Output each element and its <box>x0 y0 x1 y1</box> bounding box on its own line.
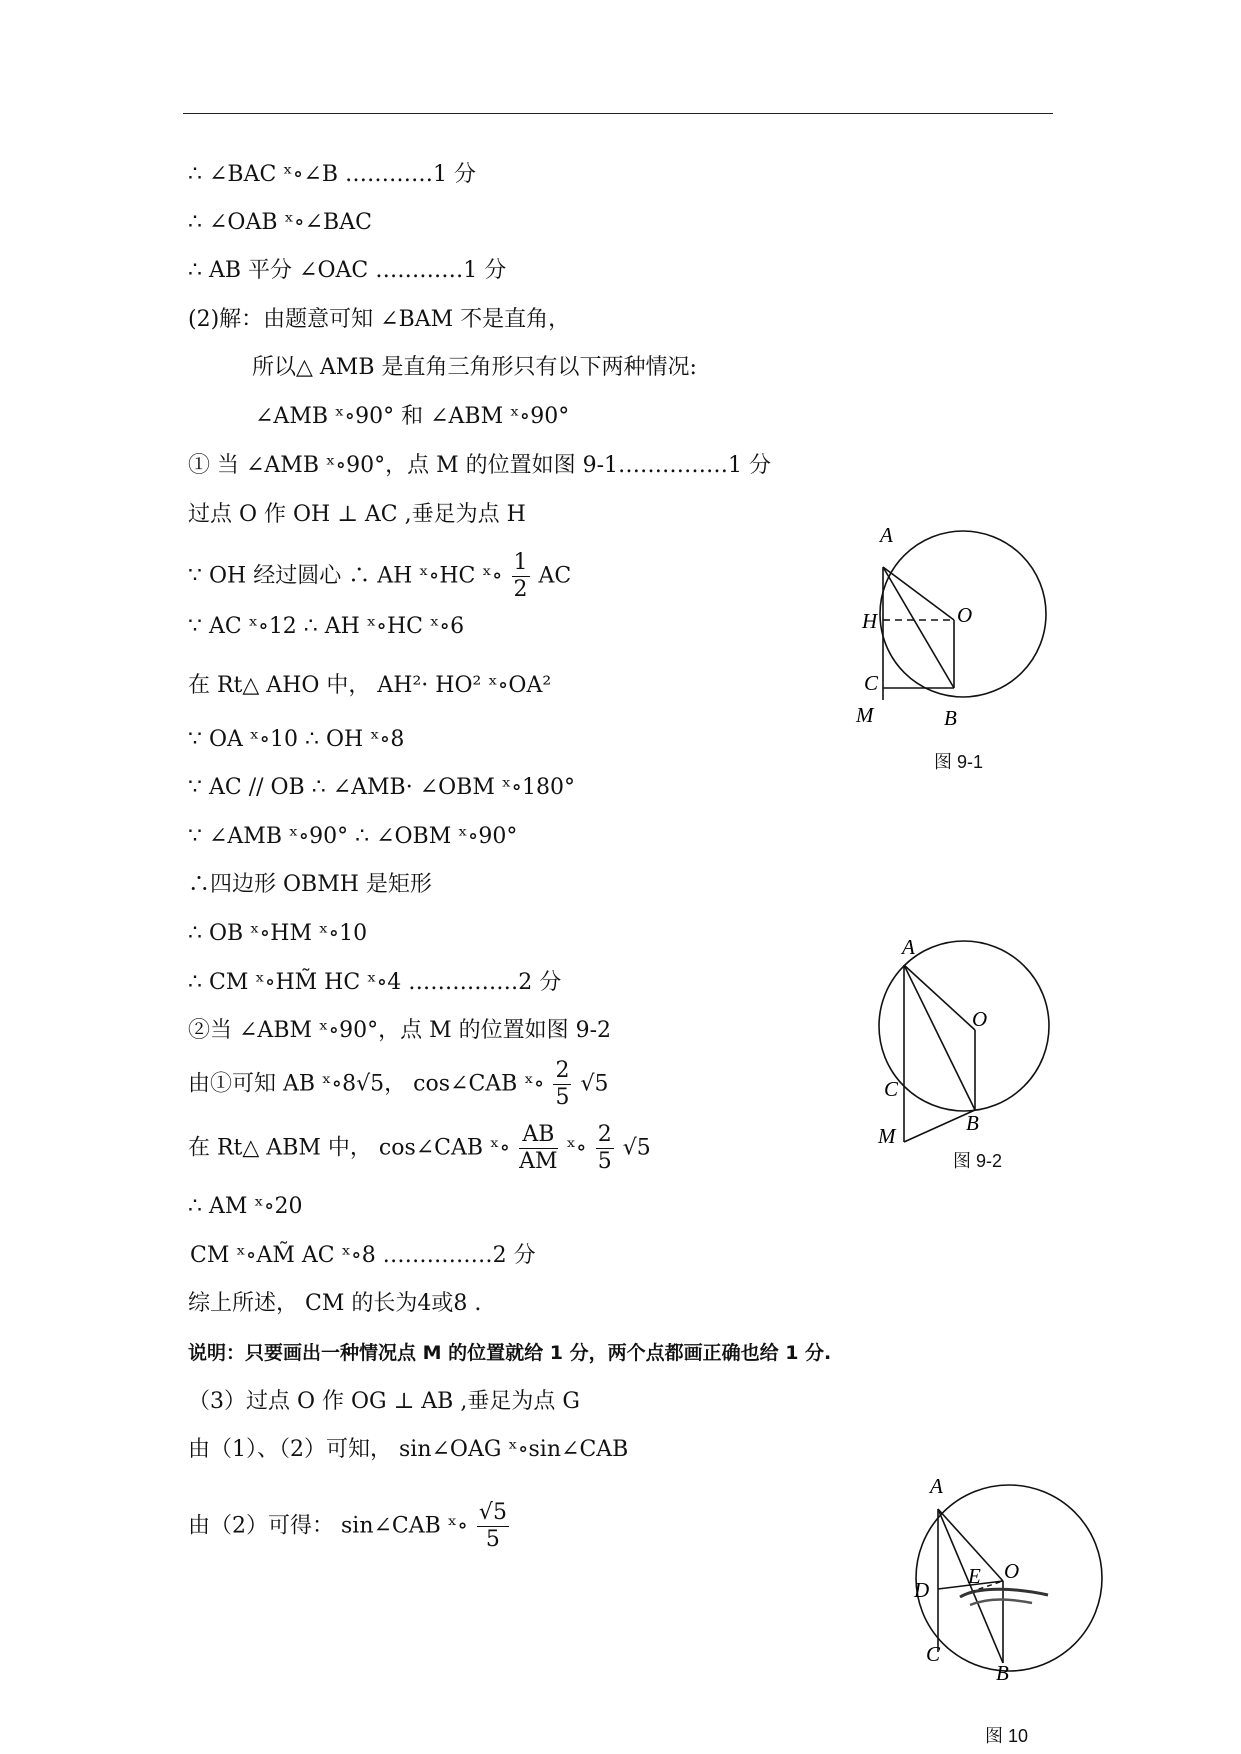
text-line: 在 Rt△ AHO 中， AH²· HO² ˣ∘OA² <box>188 673 552 698</box>
text-line-fraction <box>188 1122 651 1175</box>
text-line: ∴四边形 OBMH 是矩形 <box>188 872 432 897</box>
text-line: ②当 ∠ABM ˣ∘90°，点 M 的位置如图 9-2 <box>188 1018 612 1043</box>
label-m: M <box>878 1124 896 1148</box>
text-line: CM ˣ∘AM̃ AC ˣ∘8 ……………2 分 <box>190 1243 536 1268</box>
label-b: B <box>966 1111 979 1135</box>
figure-caption: 图 9-2 <box>953 1151 1003 1171</box>
figure-9-1 <box>850 520 1060 770</box>
text-segment: ∵ OH 经过圆心 ∴ AH ˣ∘HC ˣ∘ <box>188 563 503 589</box>
label-o: O <box>957 603 973 627</box>
text-line: ∴ CM ˣ∘HM̃ HC ˣ∘4 ……………2 分 <box>188 970 562 995</box>
text-line: ∴ AB 平分 ∠OAC …………1 分 <box>188 258 507 283</box>
text-line-fraction <box>188 1058 608 1111</box>
text-segment: 由①可知 AB ˣ∘8√5， cos∠CAB ˣ∘ <box>188 1071 545 1097</box>
figure-caption: 图 10 <box>985 1726 1029 1746</box>
text-segment: AC <box>538 563 572 589</box>
fraction-ab-am <box>519 1122 557 1175</box>
fraction-root5-over-5 <box>477 1500 509 1553</box>
header-rule <box>183 113 1053 114</box>
fraction-numerator: 2 <box>555 1058 570 1083</box>
fraction-numerator: 2 <box>597 1122 612 1147</box>
text-segment: √5 <box>622 1135 651 1161</box>
text-line: ∴ OB ˣ∘HM ˣ∘10 <box>188 921 368 946</box>
label-c: C <box>864 671 879 695</box>
text-line: ∵ ∠AMB ˣ∘90° ∴ ∠OBM ˣ∘90° <box>188 824 518 849</box>
label-a: A <box>902 935 915 959</box>
figure-caption: 图 9-1 <box>934 752 984 772</box>
fraction-denominator: AM <box>519 1149 558 1174</box>
text-segment: √5 <box>580 1071 609 1097</box>
text-line: 由（1）、（2）可知， sin∠OAG ˣ∘sin∠CAB <box>188 1437 629 1462</box>
text-line: ∵ OA ˣ∘10 ∴ OH ˣ∘8 <box>188 727 405 752</box>
figure-9-2 <box>870 930 1080 1160</box>
label-e: E <box>968 1564 981 1588</box>
text-line: 过点 O 作 OH ⊥ AC ,垂足为点 H <box>188 502 526 527</box>
text-line: ∴ AM ˣ∘20 <box>188 1194 303 1219</box>
fraction-numerator: AB <box>519 1122 557 1149</box>
label-c: C <box>884 1077 899 1101</box>
figure-10 <box>910 1465 1110 1680</box>
text-line: (2)解：由题意可知 ∠BAM 不是直角， <box>188 307 571 332</box>
text-line: ① 当 ∠AMB ˣ∘90°，点 M 的位置如图 9-1……………1 分 <box>188 453 772 478</box>
label-c: C <box>926 1642 941 1666</box>
label-a: A <box>880 523 893 547</box>
text-line: ∴ ∠OAB ˣ∘∠BAC <box>188 210 372 235</box>
label-d: D <box>914 1578 930 1602</box>
label-o: O <box>1004 1559 1020 1583</box>
fraction-denominator: 2 <box>513 577 528 602</box>
text-segment: ˣ∘ <box>566 1135 587 1161</box>
text-segment: 在 Rt△ ABM 中， cos∠CAB ˣ∘ <box>188 1135 511 1161</box>
fraction-numerator: √5 <box>478 1500 507 1525</box>
fraction-two-fifths <box>553 1058 571 1111</box>
label-a: A <box>930 1474 943 1498</box>
text-line-fraction <box>188 550 571 603</box>
text-line: ∵ AC // OB ∴ ∠AMB· ∠OBM ˣ∘180° <box>188 775 575 800</box>
text-line: 综上所述， CM 的长为4或8 . <box>188 1291 482 1316</box>
text-segment: 由（2）可得： sin∠CAB ˣ∘ <box>188 1513 468 1539</box>
fraction-denominator: 5 <box>597 1149 612 1174</box>
text-line: ∴ ∠BAC ˣ∘∠B …………1 分 <box>188 162 476 187</box>
fraction-numerator: 1 <box>513 550 528 575</box>
label-o: O <box>972 1007 988 1031</box>
text-line: （3）过点 O 作 OG ⊥ AB ,垂足为点 G <box>188 1389 580 1414</box>
text-line: ∵ AC ˣ∘12 ∴ AH ˣ∘HC ˣ∘6 <box>188 614 465 639</box>
text-line-fraction <box>188 1500 511 1553</box>
label-b: B <box>944 706 957 730</box>
text-line: ∠AMB ˣ∘90° 和 ∠ABM ˣ∘90° <box>255 404 570 429</box>
note-line: 说明：只要画出一种情况点 M 的位置就给 1 分，两个点都画正确也给 1 分. <box>188 1342 832 1364</box>
text-line: 所以△ AMB 是直角三角形只有以下两种情况: <box>252 355 697 380</box>
fraction-denominator: 5 <box>555 1085 570 1110</box>
fraction-two-fifths <box>596 1122 614 1175</box>
label-b: B <box>996 1661 1009 1680</box>
label-m: M <box>856 703 874 727</box>
fraction-denominator: 5 <box>485 1527 500 1552</box>
fraction-half <box>512 550 530 603</box>
label-h: H <box>862 609 878 633</box>
